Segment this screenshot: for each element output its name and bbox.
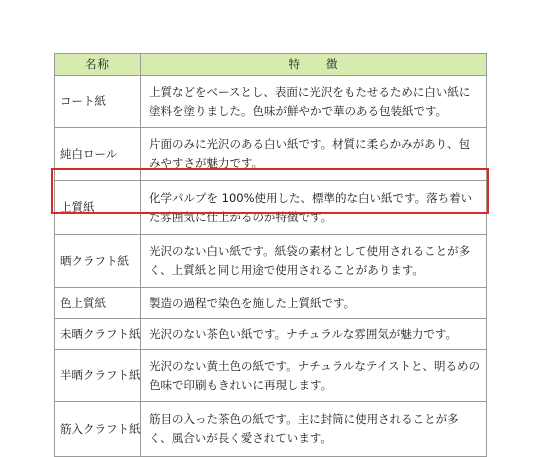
paper-name: 純白ロール xyxy=(55,128,141,181)
table-row xyxy=(55,319,487,350)
table-row xyxy=(55,235,487,288)
paper-name: 上質紙 xyxy=(55,181,141,235)
paper-description: 光沢のない黄土色の紙です。ナチュラルなテイストと、明るめの色味で印刷もきれいに再現します。 xyxy=(141,350,487,402)
paper-description: 上質などをベースとし、表面に光沢をもたせるために白い紙に塗料を塗りました。色味が鮮やかで華のある包装紙です。 xyxy=(141,76,487,128)
paper-description: 製造の過程で染色を施した上質紙です。 xyxy=(141,288,487,319)
table-header-row xyxy=(55,54,487,76)
paper-description: 光沢のない茶色い紙です。ナチュラルな雰囲気が魅力です。 xyxy=(141,319,487,350)
paper-name: 半晒クラフト紙 xyxy=(55,350,141,402)
paper-name: 筋入クラフト紙 xyxy=(55,402,141,457)
table-row xyxy=(55,76,487,128)
paper-name: 未晒クラフト紙 xyxy=(55,319,141,350)
table-row xyxy=(55,402,487,457)
paper-types-table xyxy=(54,53,487,457)
paper-name: コート紙 xyxy=(55,76,141,128)
table-row xyxy=(55,128,487,181)
paper-description: 光沢のない白い紙です。紙袋の素材として使用されることが多く、上質紙と同じ用途で使用されることがあります。 xyxy=(141,235,487,288)
paper-description: 片面のみに光沢のある白い紙です。材質に柔らかみがあり、包みやすさが魅力です。 xyxy=(141,128,487,181)
table-row-highlighted xyxy=(55,181,487,235)
paper-name: 色上質紙 xyxy=(55,288,141,319)
paper-description: 化学パルプを 100%使用した、標準的な白い紙です。落ち着いた雰囲気に仕上がるのが特徴です。 xyxy=(141,181,487,235)
table-row xyxy=(55,350,487,402)
table-row xyxy=(55,288,487,319)
header-description: 特 徴 xyxy=(141,54,487,76)
paper-name: 晒クラフト紙 xyxy=(55,235,141,288)
header-name: 名称 xyxy=(55,54,141,76)
paper-description: 筋目の入った茶色の紙です。主に封筒に使用されることが多く、風合いが長く愛されています。 xyxy=(141,402,487,457)
